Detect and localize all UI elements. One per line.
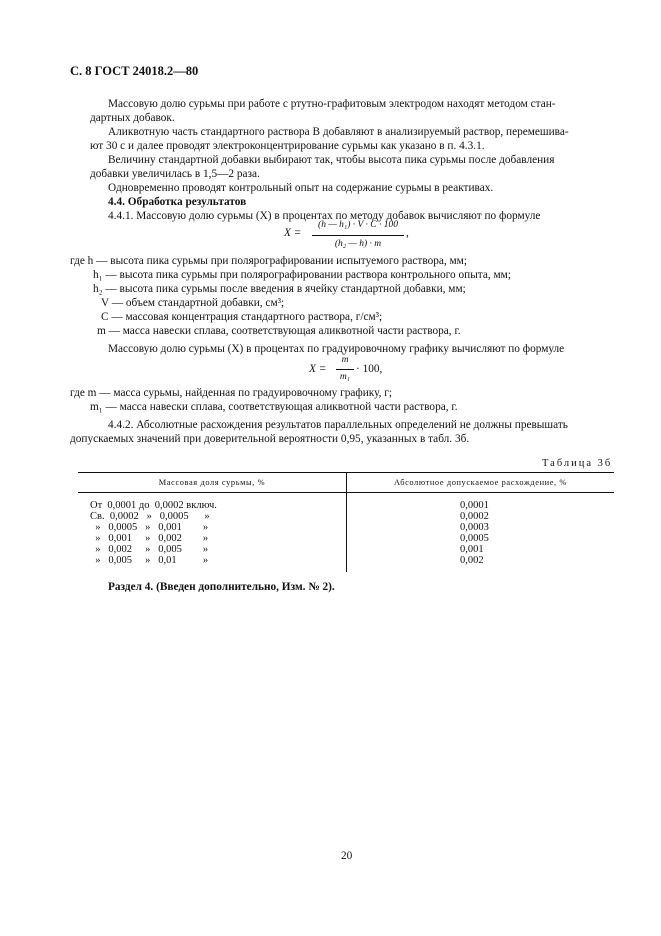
paragraph-line: Одновременно проводят контрольный опыт на содержание сурьмы в реактивах. — [108, 182, 494, 194]
paragraph-line: 4.4.2. Абсолютные расхождения результатов параллельных определений не должны превышать — [108, 419, 568, 431]
definition-line: C — массовая концентрация стандартного раствора, г/см³; — [101, 311, 383, 323]
paragraph-line: дартных добавок. — [90, 112, 175, 124]
paragraph-line: Массовую долю сурьмы (X) в процентах по градуировочному графику вычисляют по формуле — [108, 343, 565, 355]
table-cell-value: 0,0002 — [460, 511, 489, 522]
formula-rest: · 100, — [356, 363, 383, 375]
table-cell-range: От 0,0001 до 0,0002 включ. — [90, 500, 217, 511]
definition-line: m₁ — масса навески сплава, соответствующая аликвотной части раствора, г. — [90, 401, 458, 413]
table-cell-value: 0,001 — [460, 544, 484, 555]
formula-numerator: (h — h₁) · V · C · 100 — [318, 220, 398, 230]
section-heading: 4.4. Обработка результатов — [108, 196, 247, 208]
definition-line: где h — высота пика сурьмы при полярографировании испытуемого раствора, мм; — [70, 255, 467, 267]
table-cell-value: 0,0003 — [460, 522, 489, 533]
table-cell-range: Св. 0,0002 » 0,0005 » — [90, 511, 210, 522]
table-cell-range: » 0,005 » 0,01 » — [90, 555, 209, 566]
formula-lhs: X = — [284, 227, 302, 239]
table-header-mass-fraction: Массовая доля сурьмы, % — [158, 478, 266, 487]
table-title: Таблица 3б — [542, 458, 613, 469]
formula-lhs: X = — [309, 363, 327, 375]
table-cell-range: » 0,002 » 0,005 » — [90, 544, 209, 555]
formula-denominator: (h₂ — h) · m — [334, 239, 382, 249]
paragraph-line: Массовую долю сурьмы при работе с ртутно-графитовым электродом находят методом стан- — [108, 98, 556, 110]
definition-line: h₂ — высота пика сурьмы после введения в ячейку стандартной добавки, мм; — [93, 283, 466, 295]
formula-denominator: m₁ — [339, 372, 351, 382]
formula-numerator: m — [341, 355, 349, 365]
table-cell-range: » 0,001 » 0,002 » — [90, 533, 209, 544]
table-cell-range: » 0,0005 » 0,001 » — [90, 522, 209, 533]
table-cell-value: 0,0001 — [460, 500, 489, 511]
definition-line: где m — масса сурьмы, найденная по градуировочному графику, г; — [70, 387, 393, 399]
table-column-divider — [346, 472, 347, 572]
page-number: 20 — [341, 850, 353, 862]
page-header: С. 8 ГОСТ 24018.2—80 — [70, 64, 199, 78]
paragraph-line: добавки увеличилась в 1,5—2 раза. — [90, 168, 260, 180]
footer-note: Раздел 4. (Введен дополнительно, Изм. № 2). — [108, 581, 335, 593]
paragraph-line: Аликвотную часть стандартного раствора В добавляют в анализируемый раствор, перемешива- — [108, 126, 569, 138]
definition-line: h₁ — высота пика сурьмы при полярографировании раствора контрольного опыта, мм; — [93, 269, 511, 281]
paragraph-line: Величину стандартной добавки выбирают так, чтобы высота пика сурьмы после добавления — [108, 154, 555, 166]
fraction-bar — [312, 235, 404, 236]
table-header-tolerance: Абсолютное допускаемое расхождение, % — [393, 478, 568, 487]
table-cell-value: 0,0005 — [460, 533, 489, 544]
paragraph-line: ют 30 с и далее проводят электроконцентрирование сурьмы как указано в п. 4.3.1. — [90, 140, 485, 152]
table-cell-value: 0,002 — [460, 555, 484, 566]
definition-line: m — масса навески сплава, соответствующая аликвотной части раствора, г. — [97, 325, 461, 337]
fraction-bar — [336, 369, 354, 370]
paragraph-line: допускаемых значений при доверительной вероятности 0,95, указанных в табл. 3б. — [70, 433, 470, 445]
formula-trail: , — [406, 227, 409, 239]
definition-line: V — объем стандартной добавки, см³; — [101, 297, 285, 309]
paragraph-line: 4.4.1. Массовую долю сурьмы (X) в процентах по методу добавок вычисляют по формуле — [108, 210, 541, 222]
